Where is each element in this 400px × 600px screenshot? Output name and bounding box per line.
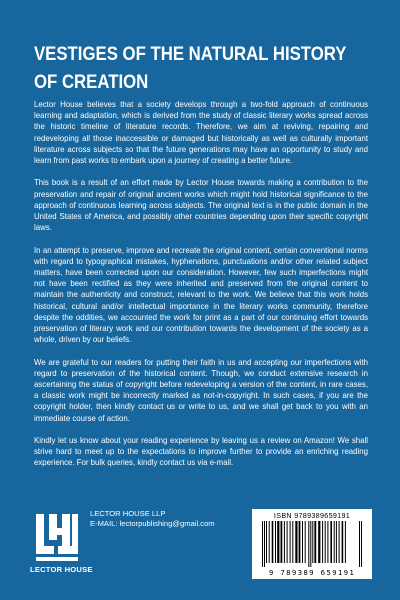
barcode-bar bbox=[361, 521, 362, 567]
book-title-line-1: VESTIGES OF THE NATURAL HISTORY bbox=[34, 43, 347, 65]
barcode-bar bbox=[359, 521, 360, 567]
paragraph-preservation: In an attempt to preserve, improve and recreate the original content, certain conventional norms with regard to typographical mistakes, hyphenations, punctuations and/or other related subject matters, have been corrected upon our consideration. However, few such imperfections might not have been rectified as they were inherited and preserved from the original content to maintain the authenticity and construct, relevant to the work. We believe that this work holds historical, cultural and/or intellectual importance in the literary works community, therefore despite the oddities, we accounted the work for print as a part of our continuing effort towards preservation of literary work and our contribution towards the development of the society as a whole, driven by our beliefs. bbox=[34, 245, 368, 345]
publisher-info bbox=[90, 509, 215, 529]
barcode-bar bbox=[299, 521, 301, 563]
barcode-bar bbox=[287, 521, 288, 563]
book-title-line-2: OF CREATION bbox=[34, 71, 149, 93]
barcode-bar bbox=[290, 521, 291, 563]
paragraph-gratitude: We are grateful to our readers for putting their faith in us and accepting our imperfections with regard to preservation of the historical content. Though, we conduct extensive research in ascertaining the status of copyright before redeveloping a version of the content, in rare cases, a classic work might be incorrectly marked as not-in-copyright. In such cases, if you are the copyright holder, then kindly contact us or write to us, and we shall get back to you with an immediate course of action. bbox=[34, 357, 368, 423]
barcode-bar bbox=[305, 521, 306, 563]
barcode-bar bbox=[345, 521, 346, 563]
barcode-bar bbox=[277, 521, 279, 563]
publisher-email: E-MAIL: lectorpublishing@gmail.com bbox=[90, 519, 215, 528]
barcode-bar bbox=[302, 521, 303, 563]
barcode-bars-icon bbox=[260, 521, 364, 567]
barcode-bar bbox=[262, 521, 263, 567]
barcode-bar bbox=[322, 521, 323, 563]
barcode-bar bbox=[295, 521, 297, 563]
barcode-bar bbox=[266, 521, 267, 563]
barcode-bar bbox=[275, 521, 276, 563]
barcode-bar bbox=[334, 521, 335, 563]
paragraph-effort: This book is a result of an effort made by Lector House towards making a contribution to the preservation and repair of original ancient works which might hold historical significance to the approach of continuous learning across subjects. The original text is in the public domain in the United States of America, and possibly other countries depending upon their specific copyright laws. bbox=[34, 178, 368, 233]
publisher-logo bbox=[30, 510, 93, 578]
barcode-bar bbox=[310, 521, 311, 567]
paragraph-review: Kindly let us know about your reading experience by leaving us a review on Amazon! We shall strive hard to meet up to the expectations to improve further to provide an enriching reading experience. For bulk queries, kindly contact us via e-mail. bbox=[34, 436, 368, 468]
barcode bbox=[252, 509, 372, 579]
publisher-name: LECTOR HOUSE LLP bbox=[90, 509, 166, 518]
footer bbox=[30, 508, 372, 588]
barcode-bar bbox=[330, 521, 332, 563]
barcode-bar bbox=[342, 521, 344, 563]
barcode-bar bbox=[336, 521, 337, 563]
barcode-bar bbox=[281, 521, 283, 563]
paragraph-intro: Lector House believes that a society develops through a two-fold approach of continuous learning and adaptation, which is derived from the study of classic literary works spread across the historic timeline of literature records. Therefore, we aim at reviving, repairing and redeveloping all those inaccessible or damaged but historically as well as culturally important literature across subjects so that the future generations may have an opportunity to study and learn from past works to embark upon a journey of creating a better future. bbox=[34, 100, 368, 166]
barcode-bar bbox=[284, 521, 285, 563]
barcode-bar bbox=[269, 521, 270, 563]
barcode-bar bbox=[308, 521, 309, 567]
isbn-label: ISBN 9789389659191 bbox=[273, 511, 351, 520]
lector-house-logo-icon bbox=[34, 510, 80, 564]
logo-wordmark: LECTOR HOUSE bbox=[30, 565, 93, 574]
barcode-bar bbox=[272, 521, 274, 563]
barcode-bar bbox=[264, 521, 265, 567]
barcode-number: 9 789389 659191 bbox=[268, 568, 356, 577]
barcode-bar bbox=[327, 521, 328, 563]
barcode-bar bbox=[325, 521, 326, 563]
blurb bbox=[34, 99, 368, 480]
barcode-bar bbox=[292, 521, 293, 563]
barcode-bar bbox=[312, 521, 313, 563]
barcode-bar bbox=[318, 521, 320, 563]
book-title bbox=[34, 40, 347, 96]
barcode-bar bbox=[339, 521, 340, 563]
barcode-bar bbox=[314, 521, 316, 563]
